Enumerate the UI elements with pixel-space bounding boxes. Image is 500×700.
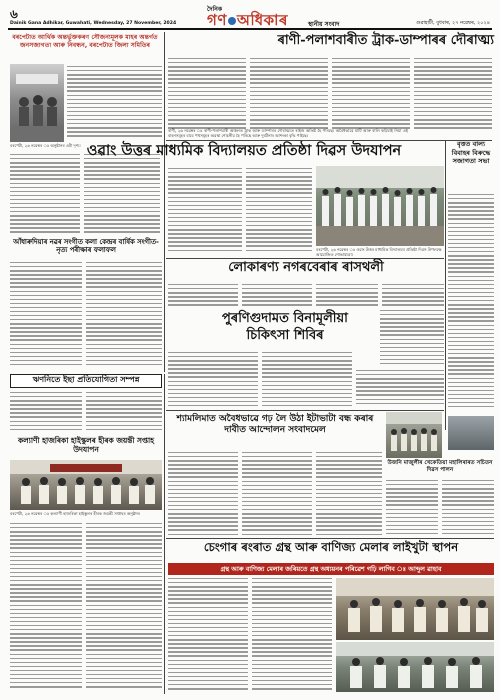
story-5-column-b — [242, 284, 312, 308]
story-8-photo — [10, 460, 162, 510]
story-6-column-a — [10, 392, 82, 432]
story-2-column-a — [168, 58, 246, 134]
page-number: ৬ — [10, 7, 18, 21]
section-name: স্থানীয় সংবাদ — [308, 21, 340, 28]
story-11-column-a — [168, 578, 248, 692]
story-5-headline-box — [168, 261, 444, 281]
story-7-headline: পুৰণিগুদামত বিনামূলীয়া চিকিৎসা শিবিৰ — [222, 311, 348, 343]
story-11-photo-2 — [336, 642, 494, 692]
story-2-column-d — [414, 58, 492, 134]
story-2-column-b — [250, 58, 328, 134]
story-3-headline: ওৱাং উত্তৰ মাধ্যমিক বিদ্যালয়ত প্ৰতিষ্ঠা দিৱস উদযাপন — [86, 142, 402, 159]
story-7-column-c — [356, 370, 444, 408]
story-4-headline: আঁধাৰুদিয়াৰ নৱৰ সংগীত কলা কেন্দ্ৰৰ বাৰ্ষিক সংগীত-নৃত্য পৰীক্ষাৰ ফলাফল — [13, 238, 159, 254]
column-rule — [164, 374, 165, 694]
section-rule — [166, 140, 492, 141]
story-3-column-b — [246, 168, 312, 256]
story-2-headline: ৰাণী-পলাশবাৰীত ট্ৰাক-ডাম্পাৰৰ দৌৰাত্ম্য — [277, 33, 494, 48]
logo-part-1: গণ — [207, 11, 227, 29]
story-5-column-e — [380, 310, 444, 368]
story-8-headline: কল্যাণী হাজৰিকা হাইস্কুলৰ হীৰক জয়ন্তী সপ্তাহ উদযাপন — [18, 436, 154, 454]
story-1-headline: বৰপেটাত আৰ্থিক অন্তৰ্ভূক্তকৰণ সৌজন্যমূলক মাহৰ অন্তৰ্গত জনসজাগতা আৰু নিবন্ধন, বৰপেটাত জিলা সমিতিৰ — [12, 34, 158, 49]
story-12-text — [448, 194, 494, 414]
logo-dot-icon — [228, 17, 236, 25]
story-2-body: ৰাণী, ২৬ নৱেম্বৰ ঃ ৰাণী-পলাশবাৰী অঞ্চলত ট্ৰাক আৰু ডাম্পাৰৰ দৌৰাত্ম্যত ৰাইজ অতিষ্ঠ হৈ পৰিছে। অবৈধভাৱে মাটি আৰু বালি কঢ়িয়াই নিয়া এই বাহনসমূহৰ বাবে পথসমূহৰ অৱস্থা শোচনীয় হৈ পৰিছে আৰু দুৰ্ঘটনাৰ আশংকা বৃদ্ধি পাইছে। — [168, 128, 408, 138]
story-9-headline-box — [168, 414, 382, 448]
story-11-headline-box — [168, 541, 494, 561]
masthead — [8, 4, 492, 30]
story-10-thumb — [448, 416, 494, 450]
column-rule-right — [445, 140, 446, 430]
story-2-headline-box — [168, 34, 494, 56]
story-4-headline-box — [8, 238, 164, 260]
story-12-headline-box — [448, 140, 494, 192]
logo-small-text: দৈনিক — [207, 6, 223, 13]
story-6-headline-box — [10, 374, 162, 388]
story-10-headline: উজনি মাজুলীৰ খেকেতিয়া মহালিৰাৰত সচিতন দিৱস পালন — [387, 460, 493, 473]
story-5-column-c — [316, 284, 378, 308]
story-10-photo — [386, 412, 442, 458]
story-7-column-b — [262, 352, 352, 408]
story-1-photo — [10, 64, 64, 142]
logo-text — [207, 9, 288, 34]
story-5-column-a — [168, 284, 238, 308]
story-10-column-b — [442, 480, 494, 536]
story-1-headline-box — [8, 34, 162, 64]
story-12-headline: বৃত্তত বাল্য বিবাহৰ বিৰুদ্ধে সজাগতা সভা — [451, 140, 491, 165]
section-rule — [166, 258, 444, 259]
story-9-headline: শ্যামলিমাত অবৈধভাৱে গঢ় লৈ উঠা ইটাভাটা বন্ধ কৰাৰ দাবীত আন্দোলন সংবাদমেল — [176, 414, 374, 435]
section-rule — [166, 410, 444, 411]
story-1-column-a — [10, 154, 80, 240]
logo-part-2: অধিকাৰ — [236, 11, 288, 29]
newspaper-logo — [203, 3, 313, 29]
story-8-column-b — [86, 523, 162, 691]
story-9-column-a — [168, 452, 238, 536]
story-11-subhead-banner: গ্ৰন্থ আৰু বাণিজ্য মেলাৰ জৰিয়তে গ্ৰন্থ অধ্যয়নৰ পৰিৱেশ গঢ়ি লাগিব ঃ আব্দুল ৱাহাব — [168, 563, 494, 575]
column-rule — [164, 32, 165, 372]
story-5-column-d — [382, 284, 444, 308]
story-3-headline-box — [42, 143, 446, 165]
section-rule — [166, 538, 494, 539]
story-3-caption: বৰপেটা, ২৬ নৱেম্বৰ ঃ ওৱাং উত্তৰ মাধ্যমিক বিদ্যালয়ৰ প্ৰতিষ্ঠা দিৱস উপলক্ষে আয়োজিত শোভাযাত্ৰা। — [316, 247, 442, 257]
story-4-column-b — [86, 262, 162, 370]
story-10-headline-box — [386, 460, 494, 476]
story-8-column-a — [10, 523, 82, 691]
imprint-line: Dainik Gana Adhikar, Guwahati, Wednesday, 27 November, 2024 — [10, 21, 177, 26]
story-1-caption: বৰপেটা, ২৬ নৱেম্বৰ ঃ অনুষ্ঠানৰ এটা দৃশ্য। — [10, 143, 81, 148]
dateline: গুৱাহাটী, বুধবাৰ, ২৭ নৱেম্বৰ, ২০২৪ — [416, 20, 490, 26]
story-9-column-b — [242, 452, 312, 536]
story-3-column-a — [168, 168, 242, 256]
story-3-photo — [316, 166, 444, 246]
story-11-column-b — [252, 578, 332, 692]
story-1-column-b — [84, 154, 160, 240]
story-8-headline-box — [8, 436, 164, 458]
story-10-column-a — [386, 480, 438, 536]
story-5-headline: লোকাৰণ্য নগৰবেৰাৰ ৰাসথলী — [228, 260, 384, 275]
story-7-column-a — [168, 352, 258, 408]
story-9-column-c — [316, 452, 382, 536]
story-11-photo-1 — [336, 578, 494, 640]
story-7-headline-box — [200, 310, 370, 350]
story-2-column-c — [332, 58, 410, 134]
story-6-headline: ঋণনিতে ইছা প্ৰতিযোগিতা সম্পন্ন — [32, 375, 140, 384]
story-6-column-b — [86, 392, 162, 432]
story-8-caption: বৰপেটা, ২৬ নৱেম্বৰ ঃ কল্যাণী হাজৰিকা হাইস্কুলৰ হীৰক জয়ন্তী সপ্তাহৰ অনুষ্ঠান। — [10, 511, 141, 516]
story-4-column-a — [10, 262, 82, 370]
story-11-headline: চেংগাৰ ৰংৰাত গ্ৰন্থ আৰু বাণিজ্য মেলাৰ লাইখুটা স্থাপন — [203, 540, 459, 554]
story-1-text-block — [67, 66, 162, 144]
